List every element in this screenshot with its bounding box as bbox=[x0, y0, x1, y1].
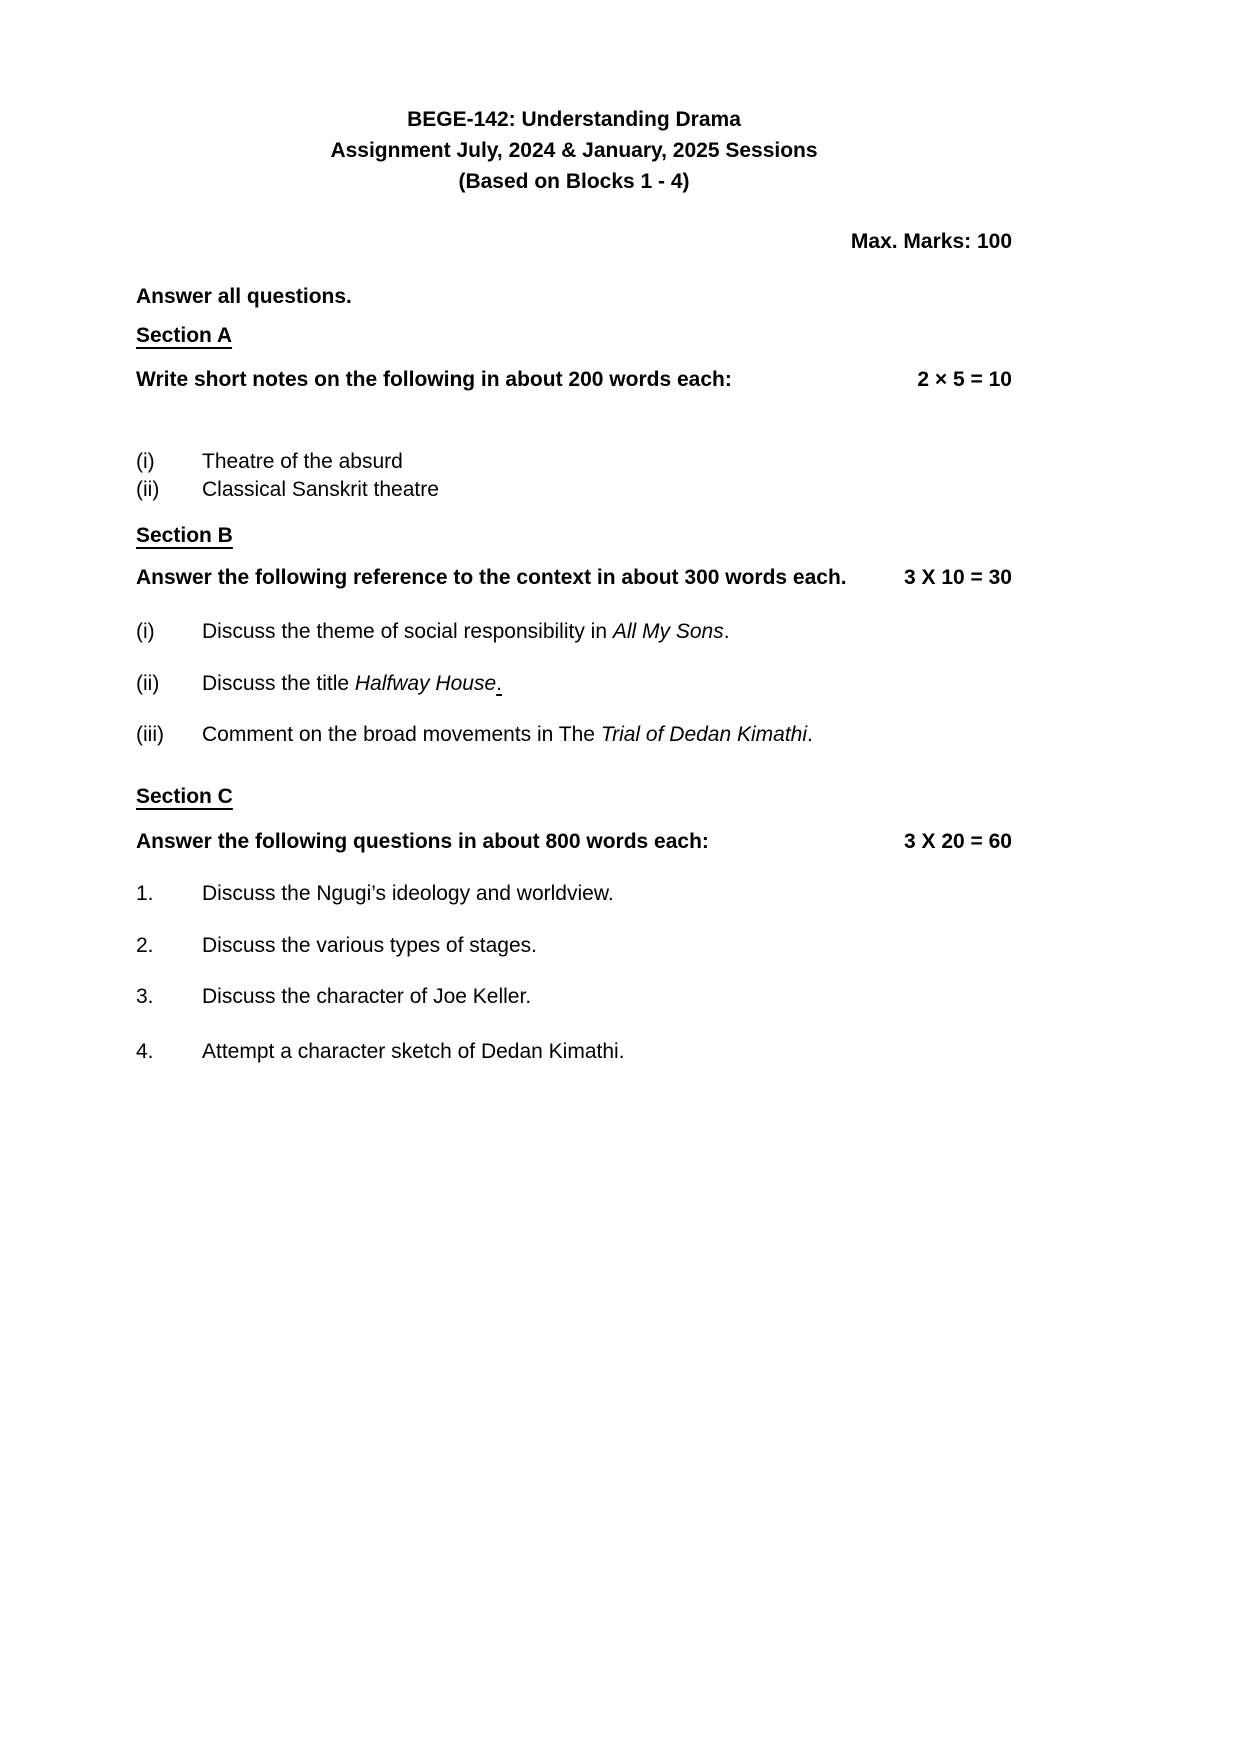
item-number: (iii) bbox=[136, 723, 164, 746]
section-b-item-1 bbox=[136, 618, 1012, 646]
item-text bbox=[202, 618, 1012, 646]
section-b-prompt-row bbox=[136, 564, 1012, 592]
item-text-post: . bbox=[723, 620, 730, 643]
item-text: Discuss the various types of stages. bbox=[202, 934, 537, 957]
section-a-marks: 2 × 5 = 10 bbox=[917, 368, 1012, 391]
item-number: (ii) bbox=[136, 672, 160, 695]
item-text: Discuss the Ngugi’s ideology and worldview. bbox=[202, 882, 614, 905]
section-c-prompt-row bbox=[136, 828, 1012, 856]
document-title-block bbox=[136, 104, 1012, 197]
section-a-prompt-row bbox=[136, 366, 1012, 394]
max-marks: Max. Marks: 100 bbox=[850, 230, 1012, 253]
section-a bbox=[136, 322, 1012, 350]
section-c-item-2 bbox=[136, 932, 1012, 960]
item-text bbox=[202, 670, 1012, 698]
assignment-session-line: Assignment July, 2024 & January, 2025 Sessions bbox=[330, 139, 818, 162]
section-b-item-2 bbox=[136, 670, 1012, 698]
section-c bbox=[136, 783, 1012, 811]
item-text-pre: Discuss the title bbox=[202, 672, 355, 695]
section-b bbox=[136, 522, 1012, 550]
item-text: Discuss the character of Joe Keller. bbox=[202, 985, 532, 1008]
play-title-italic: Trial of Dedan Kimathi bbox=[600, 723, 808, 746]
section-a-item-2 bbox=[136, 476, 1012, 504]
item-text-pre: Comment on the broad movements in The bbox=[202, 723, 601, 746]
item-text-pre: Discuss the theme of social responsibility in bbox=[202, 620, 613, 643]
section-c-marks: 3 X 20 = 60 bbox=[903, 830, 1012, 853]
item-text-post: . bbox=[496, 672, 502, 695]
item-text-post: . bbox=[807, 723, 813, 746]
item-number: (i) bbox=[136, 620, 155, 643]
section-c-item-1 bbox=[136, 880, 1012, 908]
item-text bbox=[202, 721, 1012, 749]
course-title: BEGE-142: Understanding Drama bbox=[407, 108, 741, 131]
item-number: 4. bbox=[136, 1040, 154, 1063]
item-text: Classical Sanskrit theatre bbox=[202, 478, 439, 501]
section-b-heading: Section B bbox=[136, 524, 233, 547]
section-c-heading: Section C bbox=[136, 785, 233, 808]
blocks-coverage-line: (Based on Blocks 1 - 4) bbox=[458, 170, 690, 193]
play-title-italic: All My Sons bbox=[612, 620, 724, 643]
item-number: 2. bbox=[136, 934, 154, 957]
section-a-prompt: Write short notes on the following in about 200 words each: bbox=[136, 368, 732, 391]
section-c-item-3 bbox=[136, 983, 1012, 1011]
section-b-item-3 bbox=[136, 721, 1012, 749]
section-a-heading: Section A bbox=[136, 324, 233, 347]
item-number: (ii) bbox=[136, 478, 160, 501]
general-instruction: Answer all questions. bbox=[136, 285, 352, 308]
section-b-prompt: Answer the following reference to the context in about 300 words each. bbox=[136, 566, 847, 589]
section-c-prompt: Answer the following questions in about 800 words each: bbox=[136, 830, 709, 853]
item-text: Attempt a character sketch of Dedan Kimathi. bbox=[202, 1040, 625, 1063]
item-number: (i) bbox=[136, 450, 155, 473]
section-a-item-1 bbox=[136, 448, 1012, 476]
document-content bbox=[136, 104, 1012, 1066]
section-b-marks: 3 X 10 = 30 bbox=[903, 566, 1012, 589]
play-title-italic: Halfway House bbox=[354, 672, 497, 695]
item-text: Theatre of the absurd bbox=[202, 450, 403, 473]
item-number: 1. bbox=[136, 882, 154, 905]
section-c-item-4 bbox=[136, 1038, 1012, 1066]
item-number: 3. bbox=[136, 985, 154, 1008]
